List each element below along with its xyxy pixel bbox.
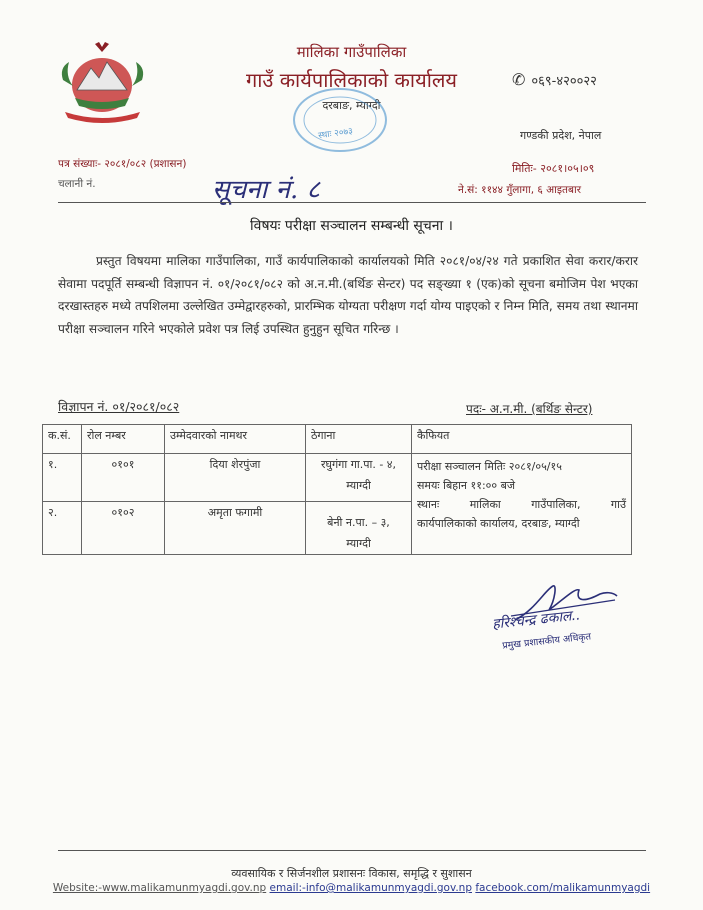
header-sn: क.सं. [43,425,82,454]
cell-sn: २. [43,502,82,555]
website-link[interactable]: Website:-www.malikamunmyagdi.gov.np [52,882,267,894]
header-address: ठेगाना [306,425,412,454]
remarks-exam-date: परीक्षा सञ्चालन मितिः २०८१/०५/१५ [417,460,562,473]
municipality-name: मालिका गाउँपालिका [296,43,407,61]
signatory-name: हरिश्चन्द्र ढकाल.. [491,607,582,633]
notice-body: प्रस्तुत विषयमा मालिका गाउँपालिका, गाउँ कार्यपालिकाको कार्यालयको मिति २०८१/०४/२४ गते प्रकाशित सेवा करार/करार सेवामा पदपूर्ति सम्बन्धी विज्ञापन नं. ०१/२०८१/०८२ को अ.न.मी.(बर्थिङ सेन्टर) पद सङ्ख्या १ (एक)को सूचना बमोजिम पेश भएका दरखास्तहरु मध्ये तपशिलमा उल्लेखित उम्मेद्वारहरुको, प्रारम्भिक योग्यता परीक्षण गर्दा योग्य पाइएको र निम्न मिति, समय तथा स्थानमा परीक्षा सञ्चालन गरिने भएकोले प्रवेश पत्र लिई उपस्थित हुनुहुन सूचित गरिन्छ । [58,254,638,336]
signatory-title: प्रमुख प्रशासकीय अधिकृत [501,631,592,652]
cell-remarks [412,454,632,555]
footer-slogan: व्यवसायिक र सिर्जनशील प्रशासनः विकास, समृद्धि र सुशासन [231,867,472,880]
facebook-link[interactable]: facebook.com/malikamunmyagdi [475,882,651,894]
header-remarks: कैफियत [412,425,632,454]
office-stamp-icon [290,85,390,155]
table-header-row [43,425,632,454]
notice-number: सूचना नं. ८ [212,175,320,205]
address-line-2: म्याग्दी [346,479,371,492]
table-row [43,454,632,502]
reference-number: पत्र संख्याः- २०८१/०८२ (प्रशासन) [58,158,187,170]
candidate-table [42,424,632,555]
office-address: दरबाङ, म्याग्दी [322,99,381,112]
office-name: गाउँ कार्यपालिकाको कार्यालय [245,68,458,92]
phone-block [512,70,597,89]
phone-number: ०६९-४२००२२ [531,74,597,89]
advertisement-number: विज्ञापन नं. ०१/२०८१/०८२ [58,399,180,414]
province: गण्डकी प्रदेश, नेपाल [520,129,602,142]
footer-divider [58,850,646,851]
header-name: उम्मेदवारको नामथर [165,425,306,454]
cell-address [306,502,412,555]
cell-roll: ०१०१ [82,454,165,502]
nepal-samvat-date: ने.सं: ११४४ गुँलागा, ६ आइतबार [458,184,582,196]
chalani-number: चलानी नं. [58,178,96,190]
header-roll: रोल नम्बर [82,425,165,454]
phone-icon: ✆ [512,70,526,89]
address-line-1: बेनी न.पा. – ३, [327,516,390,529]
email-link[interactable]: email:-info@malikamunmyagdi.gov.np [269,882,472,894]
cell-sn: १. [43,454,82,502]
stamp-text: स्थाः २०७३ [317,126,354,142]
subject-line: विषयः परीक्षा सञ्चालन सम्बन्धी सूचना । [250,218,453,234]
footer-links [0,882,703,894]
address-line-1: रघुगंगा गा.पा. - ४, [320,458,397,471]
cell-name: दिया शेरपुंजा [165,454,306,502]
post-name: पदः- अ.न.मी. (बर्थिङ सेन्टर) [466,402,593,416]
address-line-2: म्याग्दी [346,537,371,550]
letter-date: मितिः- २०८१।०५।०९ [512,162,595,175]
remarks-place-1: स्थानः मालिका गाउँपालिका, गाउँ [417,498,626,511]
cell-address [306,454,412,502]
cell-roll: ०१०२ [82,502,165,555]
remarks-place-2: कार्यपालिकाको कार्यालय, दरबाङ, म्याग्दी [417,517,580,530]
header-divider [58,202,646,203]
cell-name: अमृता फगामी [165,502,306,555]
remarks-time: समयः बिहान ११:०० बजे [417,479,516,492]
